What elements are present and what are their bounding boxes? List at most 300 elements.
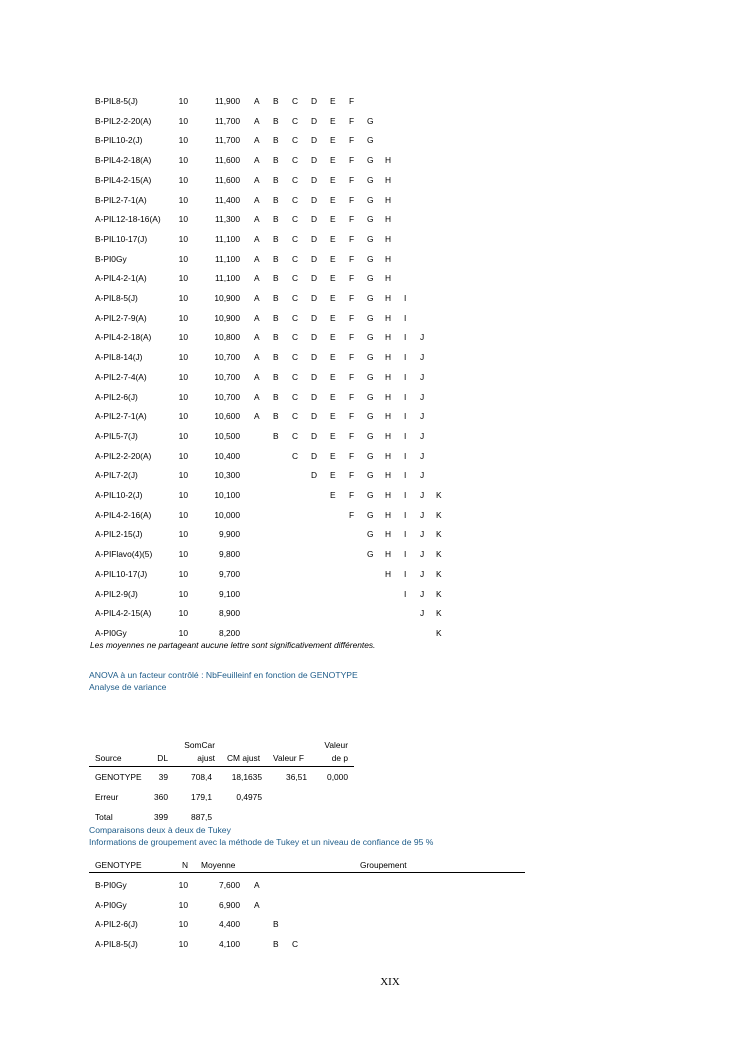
group-letter: B — [273, 253, 279, 264]
group-letter: E — [330, 352, 336, 363]
group-letter: F — [349, 352, 355, 363]
group-letter: I — [404, 568, 407, 579]
source-cell: GENOTYPE — [95, 772, 142, 782]
group-letter: C — [292, 115, 299, 126]
group-letter: H — [385, 194, 392, 205]
group-letter: E — [330, 371, 336, 382]
group-letter: B — [273, 135, 279, 146]
group-letter: D — [311, 293, 318, 303]
group-letter: A — [254, 253, 260, 264]
group-letter: H — [385, 391, 392, 402]
group-letter: E — [330, 293, 336, 303]
group-letter: F — [349, 332, 355, 343]
group-letter: J — [420, 490, 425, 500]
group-letter: H — [385, 273, 392, 284]
genotype-cell: A-PIFlavo(4)(5) — [95, 549, 153, 560]
group-letter: A — [254, 174, 260, 185]
group-letter: F — [349, 411, 355, 422]
genotype-cell: A-PIL10-17(J) — [95, 568, 148, 579]
genotype-cell: A-PIL2-15(J) — [95, 529, 143, 540]
genotype-cell: B-PIL2-2-20(A) — [95, 115, 152, 126]
n-cell: 10 — [178, 430, 188, 441]
group-letter: B — [273, 312, 279, 323]
group-letter: J — [420, 450, 425, 461]
group-letter: C — [292, 352, 299, 363]
table-row — [0, 430, 745, 444]
group-letter: F — [349, 253, 355, 264]
group-letter: J — [420, 430, 425, 441]
table-row — [0, 95, 745, 109]
table-row — [0, 509, 745, 523]
group-letter: F — [349, 490, 355, 500]
group-letter: J — [420, 470, 425, 481]
group-letter: I — [404, 352, 407, 363]
group-letter: K — [436, 588, 442, 599]
group-letter: J — [420, 588, 425, 599]
mean-cell: 10,100 — [214, 490, 240, 500]
somcar-cell: 179,1 — [191, 792, 212, 802]
table-row — [0, 938, 745, 952]
group-letter: F — [349, 470, 355, 481]
genotype-cell: A-PIL10-2(J) — [95, 490, 143, 500]
group-letter: G — [367, 411, 374, 422]
group-letter: I — [404, 391, 407, 402]
f-cell: 36,51 — [286, 772, 307, 782]
group-letter: F — [349, 155, 355, 166]
mean-cell: 10,700 — [214, 391, 240, 402]
group-letter: C — [292, 411, 299, 422]
group-letter: D — [311, 233, 318, 244]
group-letter: G — [367, 490, 374, 500]
group-letter: D — [311, 450, 318, 461]
genotype-cell: A-PIL8-5(J) — [95, 293, 138, 303]
group-letter: G — [367, 214, 374, 225]
genotype-cell: A-PIL2-7-9(A) — [95, 312, 147, 323]
group-letter: C — [292, 371, 299, 382]
table-row — [0, 253, 745, 267]
group-letter: D — [311, 273, 318, 284]
anova-header-rule — [89, 766, 354, 767]
group-letter: A — [254, 194, 260, 205]
group-letter: I — [404, 529, 407, 540]
genotype-cell: B-PI0Gy — [95, 880, 127, 890]
group-letter: E — [330, 253, 336, 264]
mean-cell: 10,700 — [214, 371, 240, 382]
header-source: Source — [95, 753, 122, 763]
group-letter: C — [292, 214, 299, 225]
header-groups: Groupement — [360, 860, 407, 870]
n-cell: 10 — [178, 509, 188, 520]
group-letter: A — [254, 155, 260, 166]
group-letter: F — [349, 509, 355, 520]
group-letter: H — [385, 155, 392, 166]
group-letter: F — [349, 233, 355, 244]
group-letter: H — [385, 312, 392, 323]
genotype-cell: A-PI0Gy — [95, 899, 127, 910]
header-mean: Moyenne — [201, 860, 236, 870]
anova-row — [0, 791, 745, 805]
group-letter: F — [349, 96, 355, 106]
table-row — [0, 410, 745, 424]
genotype-cell: A-PIL4-2-16(A) — [95, 509, 152, 520]
genotype-cell: A-PIL8-14(J) — [95, 352, 143, 363]
group-letter: C — [292, 312, 299, 323]
table-row — [0, 233, 745, 247]
table-row — [0, 588, 745, 602]
group-letter: C — [292, 293, 299, 303]
group-letter: J — [420, 332, 425, 343]
mean-cell: 11,700 — [215, 115, 240, 126]
group-letter: D — [311, 135, 318, 146]
group-letter: D — [311, 470, 318, 481]
mean-cell: 10,300 — [214, 470, 240, 481]
group-letter: J — [420, 371, 425, 382]
group-letter: G — [367, 312, 374, 323]
genotype-cell: A-PIL2-9(J) — [95, 588, 138, 599]
mean-cell: 10,900 — [214, 293, 240, 303]
somcar-cell: 708,4 — [191, 772, 212, 782]
genotype-cell: A-PIL4-2-1(A) — [95, 273, 147, 284]
table-row — [0, 351, 745, 365]
genotype-cell: B-PIL4-2-15(A) — [95, 174, 152, 185]
group-letter: J — [420, 568, 425, 579]
group-letter: G — [367, 115, 374, 126]
group-letter: D — [311, 214, 318, 225]
group-letter: C — [292, 233, 299, 244]
header-dl: DL — [157, 753, 168, 763]
table-row — [0, 489, 745, 503]
group-letter: J — [420, 509, 425, 520]
group-letter: D — [311, 312, 318, 323]
group-letter: H — [385, 549, 392, 560]
group-letter: C — [292, 273, 299, 284]
group-letter: K — [436, 509, 442, 520]
group-letter: A — [254, 880, 260, 890]
group-letter: J — [420, 391, 425, 402]
group-letter: G — [367, 352, 374, 363]
n-cell: 10 — [178, 214, 188, 225]
group-letter: D — [311, 174, 318, 185]
group-letter: A — [254, 293, 260, 303]
n-cell: 10 — [178, 352, 188, 363]
group-letter: B — [273, 332, 279, 343]
anova-row — [0, 811, 745, 825]
group-letter: E — [330, 430, 336, 441]
genotype-cell: B-PIL2-7-1(A) — [95, 194, 147, 205]
table-row — [0, 272, 745, 286]
table-row — [0, 292, 745, 306]
genotype-cell: A-PIL7-2(J) — [95, 470, 138, 481]
group-letter: H — [385, 233, 392, 244]
n-cell: 10 — [178, 174, 188, 185]
group-letter: I — [404, 509, 407, 520]
table-row — [0, 213, 745, 227]
group-letter: H — [385, 430, 392, 441]
mean-cell: 11,600 — [215, 155, 240, 166]
group-letter: B — [273, 391, 279, 402]
anova-row — [0, 771, 745, 785]
group-letter: E — [330, 450, 336, 461]
table-row — [0, 331, 745, 345]
group-letter: I — [404, 490, 407, 500]
n-cell: 10 — [178, 273, 188, 284]
group-letter: G — [367, 529, 374, 540]
n-cell: 10 — [178, 194, 188, 205]
n-cell: 10 — [178, 312, 188, 323]
group-letter: D — [311, 96, 318, 106]
group-letter: B — [273, 96, 279, 106]
genotype-cell: A-PIL2-7-1(A) — [95, 411, 147, 422]
group-letter: B — [273, 411, 279, 422]
dl-cell: 399 — [154, 812, 168, 822]
genotype-cell: A-PIL12-18-16(A) — [95, 214, 161, 225]
group-letter: C — [292, 332, 299, 343]
mean-cell: 8,900 — [219, 608, 240, 619]
table-row — [0, 879, 745, 893]
group-letter: B — [273, 233, 279, 244]
mean-cell: 9,100 — [219, 588, 240, 599]
group-letter: J — [420, 529, 425, 540]
group-letter: H — [385, 253, 392, 264]
group-letter: E — [330, 391, 336, 402]
group-letter: E — [330, 96, 336, 106]
group-letter: E — [330, 470, 336, 481]
mean-cell: 10,900 — [214, 312, 240, 323]
group-letter: A — [254, 391, 260, 402]
group-letter: D — [311, 430, 318, 441]
tukey-header-rule — [89, 872, 525, 873]
n-cell: 10 — [178, 627, 188, 638]
group-letter: I — [404, 332, 407, 343]
n-cell: 10 — [178, 939, 188, 950]
genotype-cell: A-PI0Gy — [95, 627, 127, 638]
group-letter: K — [436, 490, 442, 500]
tukey-title: Comparaisons deux à deux de Tukey — [89, 825, 231, 835]
n-cell: 10 — [178, 411, 188, 422]
group-letter: C — [292, 391, 299, 402]
genotype-cell: B-PIL8-5(J) — [95, 96, 138, 106]
group-letter: B — [273, 194, 279, 205]
dl-cell: 39 — [158, 772, 168, 782]
mean-cell: 8,200 — [219, 627, 240, 638]
group-letter: E — [330, 411, 336, 422]
mean-cell: 10,000 — [214, 509, 240, 520]
p-cell: 0,000 — [327, 772, 348, 782]
somcar-cell: 887,5 — [191, 812, 212, 822]
genotype-cell: A-PIL4-2-18(A) — [95, 332, 152, 343]
group-letter: G — [367, 509, 374, 520]
group-letter: F — [349, 391, 355, 402]
group-letter: C — [292, 155, 299, 166]
group-letter: H — [385, 174, 392, 185]
n-cell: 10 — [178, 919, 188, 930]
mean-cell: 11,100 — [215, 253, 240, 264]
table-row — [0, 568, 745, 582]
group-letter: D — [311, 155, 318, 166]
n-cell: 10 — [178, 470, 188, 481]
group-letter: H — [385, 450, 392, 461]
group-letter: H — [385, 293, 392, 303]
group-letter: F — [349, 214, 355, 225]
group-letter: G — [367, 371, 374, 382]
group-letter: E — [330, 332, 336, 343]
genotype-cell: B-PIL10-17(J) — [95, 233, 148, 244]
group-letter: D — [311, 352, 318, 363]
n-cell: 10 — [178, 529, 188, 540]
mean-cell: 4,100 — [219, 939, 240, 950]
group-letter: H — [385, 332, 392, 343]
group-letter: B — [273, 293, 279, 303]
genotype-cell: B-PI0Gy — [95, 253, 127, 264]
group-letter: F — [349, 371, 355, 382]
group-letter: C — [292, 253, 299, 264]
table-row — [0, 312, 745, 326]
n-cell: 10 — [178, 588, 188, 599]
mean-cell: 7,600 — [219, 880, 240, 890]
group-letter: C — [292, 96, 299, 106]
n-cell: 10 — [178, 371, 188, 382]
group-letter: A — [254, 115, 260, 126]
header-n: N — [181, 860, 188, 870]
group-letter: I — [404, 549, 407, 560]
n-cell: 10 — [178, 450, 188, 461]
group-letter: H — [385, 352, 392, 363]
table-row — [0, 134, 745, 148]
mean-cell: 9,800 — [219, 549, 240, 560]
group-letter: E — [330, 135, 336, 146]
header-p-1: Valeur — [324, 740, 348, 750]
group-letter: D — [311, 332, 318, 343]
genotype-cell: A-PIL2-6(J) — [95, 919, 138, 930]
group-letter: J — [420, 608, 425, 619]
group-letter: D — [311, 115, 318, 126]
group-letter: G — [367, 273, 374, 284]
group-letter: K — [436, 568, 442, 579]
n-cell: 10 — [178, 568, 188, 579]
anova-subtitle: Analyse de variance — [89, 682, 167, 692]
group-letter: G — [367, 233, 374, 244]
group-letter: A — [254, 411, 260, 422]
group-letter: A — [254, 96, 260, 106]
significance-note: Les moyennes ne partageant aucune lettre sont significativement différentes. — [90, 640, 376, 650]
mean-cell: 11,300 — [215, 214, 240, 225]
mean-cell: 11,400 — [215, 194, 240, 205]
n-cell: 10 — [178, 490, 188, 500]
group-letter: F — [349, 174, 355, 185]
group-letter: H — [385, 470, 392, 481]
group-letter: E — [330, 490, 336, 500]
group-letter: H — [385, 490, 392, 500]
genotype-cell: A-PIL5-7(J) — [95, 430, 138, 441]
group-letter: E — [330, 312, 336, 323]
genotype-cell: A-PIL2-2-20(A) — [95, 450, 152, 461]
n-cell: 10 — [178, 899, 188, 910]
group-letter: B — [273, 352, 279, 363]
group-letter: J — [420, 352, 425, 363]
group-letter: F — [349, 293, 355, 303]
table-row — [0, 548, 745, 562]
n-cell: 10 — [178, 135, 188, 146]
genotype-cell: A-PIL8-5(J) — [95, 939, 138, 950]
group-letter: B — [273, 919, 279, 930]
mean-cell: 9,700 — [219, 568, 240, 579]
n-cell: 10 — [178, 608, 188, 619]
table-row — [0, 154, 745, 168]
group-letter: F — [349, 135, 355, 146]
tukey-subtitle: Informations de groupement avec la méthode de Tukey et un niveau de confiance de 95 % — [89, 837, 434, 847]
group-letter: I — [404, 411, 407, 422]
table-row — [0, 899, 745, 913]
group-letter: E — [330, 155, 336, 166]
header-f: Valeur F — [273, 753, 305, 763]
mean-cell: 4,400 — [219, 919, 240, 930]
table-row — [0, 469, 745, 483]
group-letter: H — [385, 214, 392, 225]
group-letter: G — [367, 253, 374, 264]
mean-cell: 10,600 — [214, 411, 240, 422]
group-letter: B — [273, 939, 279, 950]
group-letter: D — [311, 411, 318, 422]
table-row — [0, 174, 745, 188]
group-letter: D — [311, 371, 318, 382]
group-letter: G — [367, 135, 374, 146]
group-letter: F — [349, 312, 355, 323]
genotype-cell: B-PIL10-2(J) — [95, 135, 143, 146]
anova-title: ANOVA à un facteur contrôlé : NbFeuilleinf en fonction de GENOTYPE — [89, 670, 358, 680]
group-letter: I — [404, 450, 407, 461]
n-cell: 10 — [178, 880, 188, 890]
mean-cell: 10,400 — [214, 450, 240, 461]
group-letter: G — [367, 470, 374, 481]
group-letter: H — [385, 371, 392, 382]
group-letter: G — [367, 332, 374, 343]
source-cell: Total — [95, 812, 113, 822]
group-letter: G — [367, 450, 374, 461]
group-letter: C — [292, 135, 299, 146]
table-row — [0, 528, 745, 542]
group-letter: F — [349, 273, 355, 284]
group-letter: F — [349, 430, 355, 441]
n-cell: 10 — [178, 155, 188, 166]
group-letter: F — [349, 450, 355, 461]
group-letter: H — [385, 568, 392, 579]
group-letter: H — [385, 529, 392, 540]
mean-cell: 11,600 — [215, 174, 240, 185]
header-genotype: GENOTYPE — [95, 860, 142, 870]
group-letter: G — [367, 174, 374, 185]
n-cell: 10 — [178, 293, 188, 303]
group-letter: G — [367, 194, 374, 205]
group-letter: B — [273, 371, 279, 382]
n-cell: 10 — [178, 253, 188, 264]
group-letter: J — [420, 411, 425, 422]
dl-cell: 360 — [154, 792, 168, 802]
group-letter: A — [254, 332, 260, 343]
table-row — [0, 371, 745, 385]
group-letter: I — [404, 312, 407, 323]
n-cell: 10 — [178, 391, 188, 402]
group-letter: I — [404, 371, 407, 382]
genotype-cell: A-PIL2-7-4(A) — [95, 371, 147, 382]
group-letter: K — [436, 627, 442, 638]
group-letter: B — [273, 430, 279, 441]
group-letter: D — [311, 194, 318, 205]
group-letter: E — [330, 174, 336, 185]
table-row — [0, 450, 745, 464]
group-letter: A — [254, 214, 260, 225]
group-letter: I — [404, 470, 407, 481]
group-letter: K — [436, 529, 442, 540]
